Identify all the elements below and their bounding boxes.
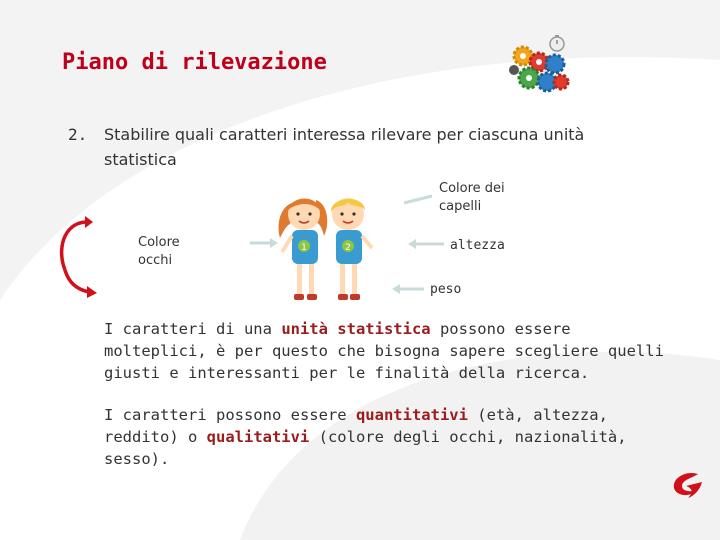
- hair-arrow: [404, 196, 432, 203]
- paragraph-types-middle: (età, altezza, reddito) o: [104, 406, 608, 446]
- paragraph-types: [104, 404, 664, 470]
- list-text: Stabilire quali caratteri interessa rilevare per ciascuna unità statistica: [104, 125, 585, 169]
- paragraph-types-end: (colore degli occhi, nazionalità, sesso).: [104, 428, 627, 468]
- paragraph-units-text-end: possono essere molteplici, è per questo che bisogna sapere scegliere quelli giusti e interessanti per le finalità della ricerca.: [104, 320, 664, 382]
- highlight-unita-statistica: unità statistica: [281, 320, 431, 338]
- height-label: altezza: [450, 238, 505, 253]
- hair-color-label-line1: Colore dei: [439, 181, 505, 196]
- badge-right: 2: [345, 243, 351, 253]
- paragraph-units-text: I caratteri di una: [104, 320, 282, 338]
- eye-color-label-line1: Colore: [138, 235, 180, 250]
- hair-color-label-line2: capelli: [439, 199, 482, 214]
- badge-left: 1: [301, 243, 307, 253]
- paragraph-types-text: I caratteri possono essere: [104, 406, 356, 424]
- weight-label: peso: [430, 282, 462, 297]
- page-title: Piano di rilevazione: [62, 50, 327, 75]
- brand-logo-icon: [668, 468, 706, 502]
- children-illustration: [268, 190, 388, 305]
- list-number: 2.: [68, 125, 88, 144]
- paragraph-units: [104, 318, 664, 384]
- cycle-arrows-icon: [55, 214, 99, 300]
- highlight-quantitativi: quantitativi: [355, 406, 468, 424]
- eye-color-label-line2: occhi: [138, 253, 173, 268]
- highlight-qualitativi: qualitativi: [206, 428, 310, 446]
